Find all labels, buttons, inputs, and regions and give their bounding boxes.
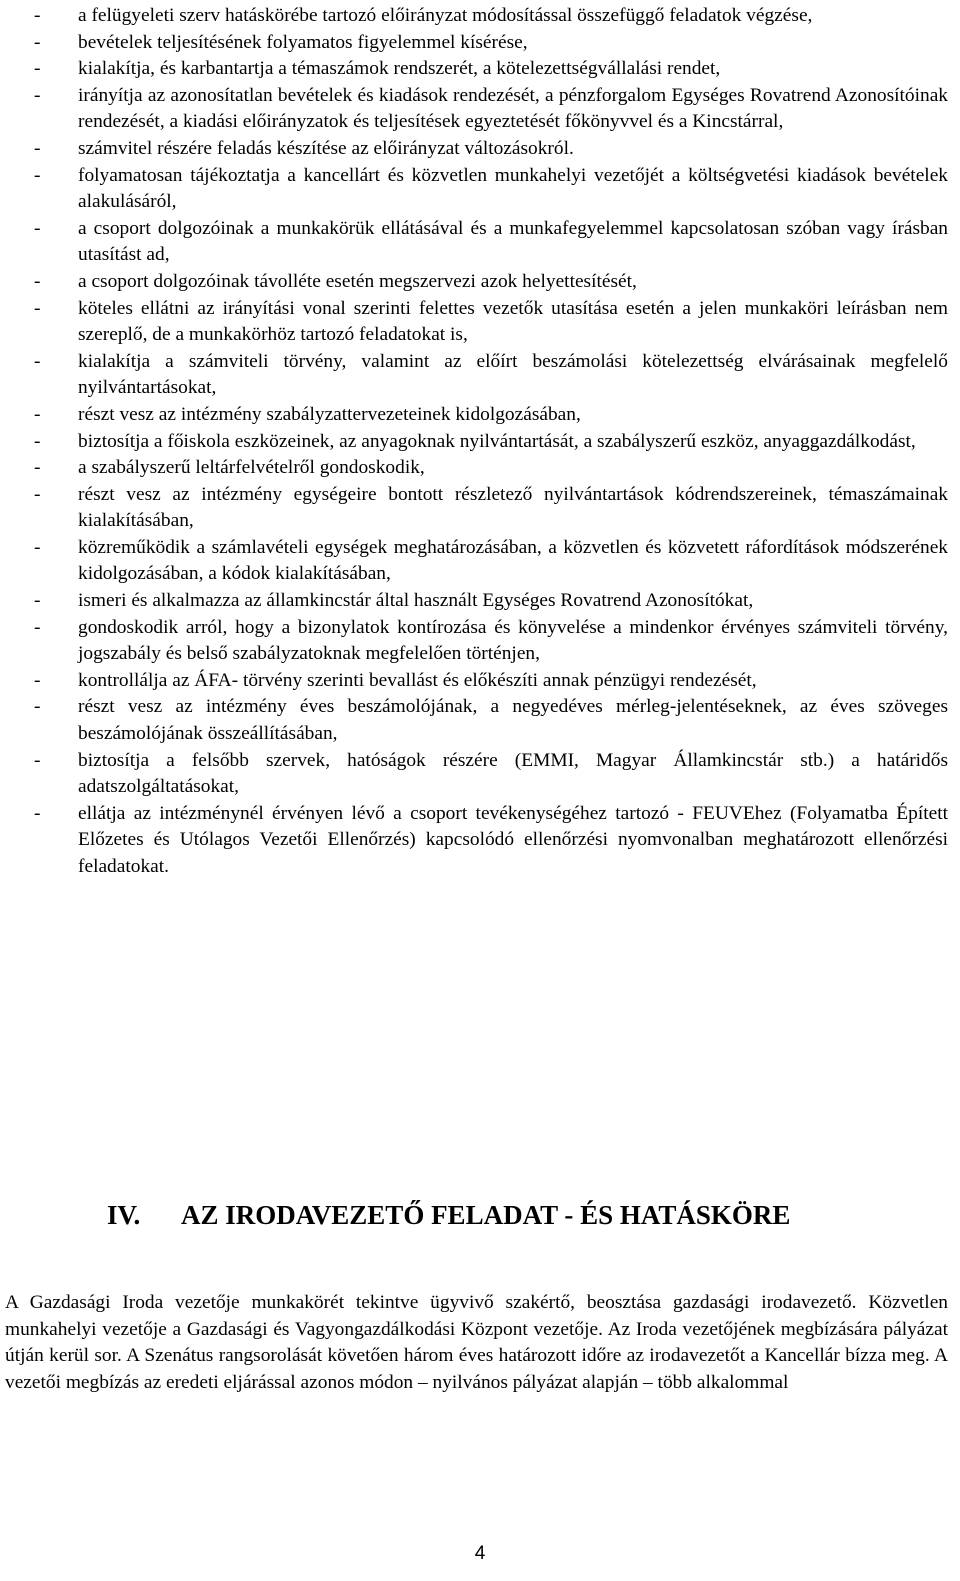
list-dash: - — [34, 58, 41, 80]
list-item-text: részt vesz az intézmény egységeire bontott részletező nyilvántartások kódrendszereinek, témaszámainak kialakításában, — [78, 483, 948, 532]
list-dash: - — [34, 31, 41, 53]
list-item — [30, 694, 948, 747]
list-dash: - — [34, 84, 41, 106]
list-item — [30, 402, 948, 429]
page-number: 4 — [474, 1543, 486, 1564]
list-item — [30, 615, 948, 668]
list-dash: - — [34, 137, 41, 159]
list-dash: - — [34, 270, 41, 292]
list-dash: - — [34, 616, 41, 638]
list-item-text: folyamatosan tájékoztatja a kancellárt és közvetlen munkahelyi vezetőjét a költségvetési kiadások bevételek alakulásáról, — [78, 164, 948, 213]
list-item — [30, 588, 948, 615]
list-item-text: a csoport dolgozóinak távolléte esetén megszervezi azok helyettesítését, — [78, 270, 637, 292]
list-item — [30, 56, 948, 83]
list-item — [30, 429, 948, 456]
list-item-text: ellátja az intézménynél érvényen lévő a csoport tevékenységéhez tartozó - FEUVEhez (Folyamatba Épített Előzetes és Utólagos Vezetői Ellenőrzés) kapcsolódó ellenőrzési nyomvonalban meghatározott ellenőrzési feladatokat. — [78, 802, 948, 877]
list-item-text: részt vesz az intézmény éves beszámolójának, a negyedéves mérleg-jelentéseknek, az éves szöveges beszámolójának összeállításában, — [78, 696, 948, 745]
list-item — [30, 482, 948, 535]
list-dash: - — [34, 590, 41, 612]
list-dash: - — [34, 802, 41, 824]
list-dash: - — [34, 217, 41, 239]
list-item-text: kialakítja a számviteli törvény, valamint az előírt beszámolási kötelezettség elvárásainak megfelelő nyilvántartásokat, — [78, 350, 948, 399]
list-item-text: a csoport dolgozóinak a munkakörük ellátásával és a munkafegyelemmel kapcsolatosan szóban vagy írásban utasítást ad, — [78, 217, 948, 266]
list-item-text: a szabályszerű leltárfelvételről gondoskodik, — [78, 457, 425, 479]
list-item — [30, 668, 948, 695]
section-number: IV. — [107, 1200, 141, 1230]
list-item — [30, 136, 948, 163]
list-item-text: bevételek teljesítésének folyamatos figyelemmel kísérése, — [78, 31, 528, 53]
list-item — [30, 163, 948, 216]
list-dash: - — [34, 164, 41, 186]
list-item-text: számvitel részére feladás készítése az előirányzat változásokról. — [78, 137, 574, 159]
list-item — [30, 801, 948, 881]
list-item — [30, 349, 948, 402]
list-item-text: biztosítja a főiskola eszközeinek, az anyagoknak nyilvántartását, a szabályszerű eszköz, anyaggazdálkodást, — [78, 430, 916, 452]
list-dash: - — [34, 297, 41, 319]
list-dash: - — [34, 696, 41, 718]
list-item-text: a felügyeleti szerv hatáskörébe tartozó előirányzat módosítással összefüggő feladatok végzése, — [78, 5, 813, 26]
list-dash: - — [34, 483, 41, 505]
list-item-text: gondoskodik arról, hogy a bizonylatok kontírozása és könyvelése a mindenkor érvényes számviteli törvény, jogszabály és belső szabályzatoknak megfelelően történjen, — [78, 616, 948, 665]
body-paragraph: A Gazdasági Iroda vezetője munkakörét tekintve ügyvivő szakértő, beosztása gazdasági irodavezető. Közvetlen munkahelyi vezetője a Gazdasági és Vagyongazdálkodási Központ vezetője. Az Iroda vezetőjének megbízására pályázat útján kerül sor. A Szenátus rangsorolását követően három éves határozott időre az irodavezetőt a Kancellár bízza meg. A vezetői megbízás az eredeti eljárással azonos módon – nyilvános pályázat alapján – több alkalommal — [5, 1292, 948, 1393]
list-item — [30, 83, 948, 136]
list-item — [30, 3, 948, 30]
list-dash: - — [34, 5, 41, 26]
list-item — [30, 30, 948, 57]
list-dash: - — [34, 669, 41, 691]
list-item-text: kontrollálja az ÁFA- törvény szerinti bevallást és előkészíti annak pénzügyi rendezését, — [78, 669, 757, 691]
list-item-text: kialakítja, és karbantartja a témaszámok rendszerét, a kötelezettségvállalási rendet, — [78, 58, 721, 80]
list-dash: - — [34, 536, 41, 558]
list-item — [30, 216, 948, 269]
list-item-text: irányítja az azonosítatlan bevételek és kiadások rendezését, a pénzforgalom Egységes Rovatrend Azonosítóinak rendezését, a kiadási előirányzatok és teljesítések egyeztetését főkönyvvel és a Kincstárral, — [78, 84, 948, 133]
list-dash: - — [34, 350, 41, 372]
list-item-text: biztosítja a felsőbb szervek, hatóságok részére (EMMI, Magyar Államkincstár stb.) a határidős adatszolgáltatásokat, — [78, 749, 948, 798]
list-item — [30, 535, 948, 588]
task-list — [30, 3, 948, 881]
list-item-text: köteles ellátni az irányítási vonal szerinti felettes vezetők utasítása esetén a jelen munkaköri leírásban nem szereplő, de a munkakörhöz tartozó feladatokat is, — [78, 297, 948, 346]
list-item — [30, 296, 948, 349]
list-dash: - — [34, 457, 41, 479]
list-dash: - — [34, 430, 41, 452]
list-item-text: részt vesz az intézmény szabályzattervezeteinek kidolgozásában, — [78, 403, 581, 425]
list-item — [30, 455, 948, 482]
list-item — [30, 748, 948, 801]
list-dash: - — [34, 403, 41, 425]
list-item — [30, 269, 948, 296]
section-title: AZ IRODAVEZETŐ FELADAT - ÉS HATÁSKÖRE — [181, 1200, 791, 1230]
list-item-text: közreműködik a számlavételi egységek meghatározásában, a közvetlen és közvetett ráfordítások módszerének kidolgozásában, a kódok kialakításában, — [78, 536, 948, 585]
list-item-text: ismeri és alkalmazza az államkincstár által használt Egységes Rovatrend Azonosítókat, — [78, 590, 754, 612]
list-dash: - — [34, 749, 41, 771]
